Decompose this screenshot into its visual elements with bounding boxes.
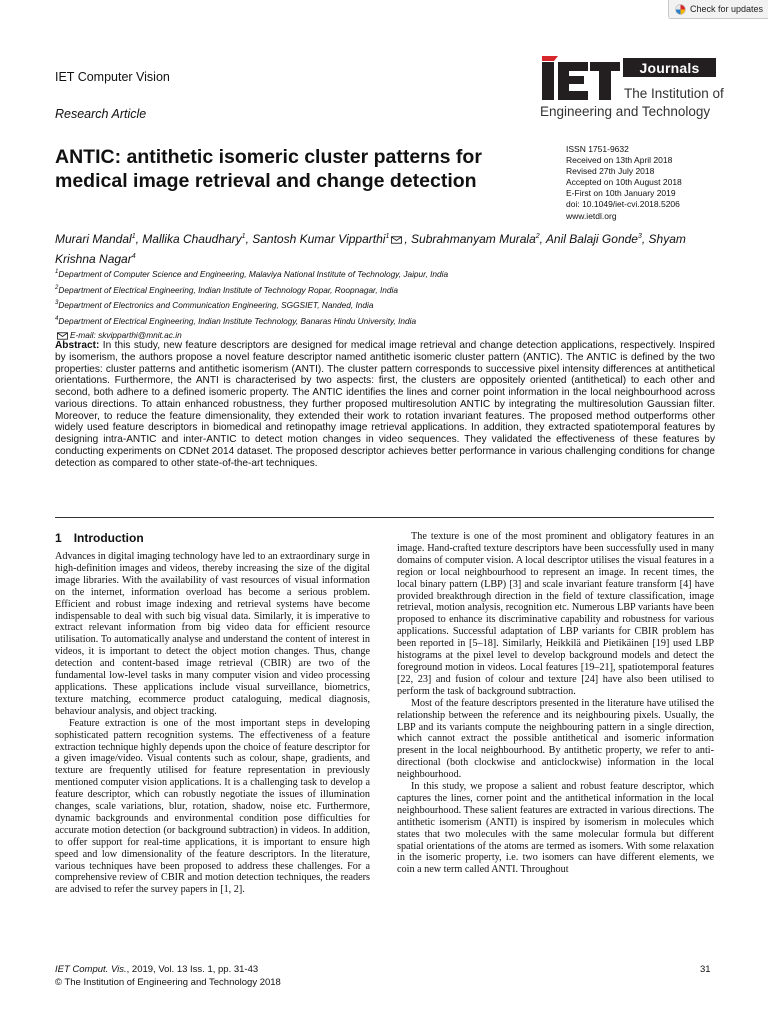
divider <box>55 517 714 518</box>
volume-info: , 2019, Vol. 13 Iss. 1, pp. 31-43 <box>126 964 259 975</box>
institution-line-2: Engineering and Technology <box>540 104 711 119</box>
affiliation-mark: 3 <box>55 300 59 307</box>
section-heading <box>55 531 144 545</box>
abstract-label: Abstract: <box>55 340 100 351</box>
section-number: 1 <box>55 531 62 545</box>
author-name: Shyam Krishna Nagar <box>55 232 686 266</box>
body-paragraph: Feature extraction is one of the most important steps in developing sophisticated pattern recognition systems. The effectiveness of a feature extraction technique highly depends upon the choice of feature descriptor for a given image/video. Visual contents such as colour, shape, gradients, and texture are frequently utilised for feature representation in previously mentioned computer vision applications. It is a challenging task to develop a feature descriptor, which can robustly negotiate the issues of illumination changes, scale variations, blur, rotation, shadow, noise etc. Furthermore, dynamic backgrounds and environmental condition pose difficulties for accurate motion detection (or background subtraction) in videos. In addition, to offer support for real-time applications, it is important to ensure high speed and low dimensionality of the feature descriptors. In the literature, various techniques have been proposed to address these challenges. For a comprehensive review of CBIR and motion detection techniques, the readers are advised to refer the survey papers in [1, 2]. <box>55 717 370 896</box>
iet-logo-icon <box>540 56 622 102</box>
affiliation-line <box>55 282 715 298</box>
journal-name: IET Computer Vision <box>55 70 170 84</box>
affiliation-line <box>55 266 715 282</box>
author-separator: , <box>245 232 253 246</box>
received-date: Received on 13th April 2018 <box>566 155 673 166</box>
author-name: Subrahmanyam Murala <box>411 232 536 246</box>
efirst-date: E-First on 10th January 2019 <box>566 188 676 199</box>
author-affiliation-mark: 3 <box>637 233 642 240</box>
envelope-icon <box>57 332 68 340</box>
affiliations <box>55 266 715 343</box>
journals-label: Journals <box>623 58 716 77</box>
author-separator: , <box>135 232 143 246</box>
abstract-text: In this study, new feature descriptors are designed for medical image retrieval and change detection applications, respectively. Inspired by isomerism, the authors propose a novel feature descriptor named antithetic isomeric cluster pattern (ANTIC). The ANTIC is defined by the two properties: cluster patterns and antithetic isomerism (ANTI). The cluster pattern corresponds to successive pixel intensity differences at antithetical orientations. Furthermore, the ANTI is characterised by two aspects: first, the clusters are oppositely oriented (antithetical) to each other and second, both adhere to a defined isomeric property. The ANTIC identifies the lines and corner point information in the local neighbourhood across various directions. To attain enhanced robustness, they further proposed multiresolution ANTIC by integrating the multiresolution Gaussian filter. Moreover, to reduce the feature dimensionality, they extended their work to rotation invariant features. The proposed method outperforms other widely used feature descriptors in biomedical and retinopathy image retrieval applications. In addition, they extracted spatiotemporal features by designing intra-ANTIC and inter-ANTIC to detect motion changes in video sequences. They validated the effectiveness of these features by conducting experiments on CDNet 2014 dataset. The proposed descriptor achieves better performance in various challenging conditions for change detection as compared to other state-of-the-art techniques. <box>55 340 715 469</box>
author-name: Santosh Kumar Vipparthi <box>252 232 386 246</box>
affiliation-text: Department of Electrical Engineering, Indian Institute Technology, Banaras Hindu University, India <box>58 315 417 326</box>
check-updates-label: Check for updates <box>690 4 764 14</box>
author-affiliation-mark: 1 <box>385 233 390 240</box>
journal-abbrev: IET Comput. Vis. <box>55 964 127 975</box>
affiliation-line <box>55 313 715 329</box>
title-line: ANTIC: antithetic isomeric cluster patterns for <box>55 146 482 168</box>
author-affiliation-mark: 4 <box>131 253 136 260</box>
author-list <box>55 228 715 268</box>
ietdl-link[interactable]: www.ietdl.org <box>566 210 617 221</box>
email[interactable]: E-mail: skvipparthi@mnit.ac.in <box>70 329 182 340</box>
affiliation-text: Department of Computer Science and Engineering, Malaviya National Institute of Technology, Jaipur, India <box>58 268 449 279</box>
abstract <box>55 340 715 469</box>
doi-link[interactable]: doi: 10.1049/iet-cvi.2018.5206 <box>566 199 680 210</box>
author-separator: , <box>404 232 412 246</box>
body-paragraph: Advances in digital imaging technology have led to an extraordinary surge in high-definition images and videos, thereby increasing the size of the digital image libraries. With the availability of vast resources of visual information on the internet, information overload has become a serious problem. Efficient and robust image indexing and retrieval systems have become indispensable to deal with such big visual data. Similarly, it is imperative to extract relevant information from big video data for efficient resource utilisation. To automatically analyse and understand the content of interest in videos, it is important to detect the object motion changes. Thus, change detection and content-based image retrieval (CBIR) are two of the fundamental low-level tasks in many computer vision and video processing applications. These applications include visual surveillance, biometrics, texture matching, ecommerce product cataloguing, medical diagnosis, behaviour analysis, and object tracking. <box>55 551 370 717</box>
iet-journals-logo <box>540 56 724 122</box>
body-paragraph: Most of the feature descriptors presented in the literature have utilised the relationship between the reference and its neighbouring pixels. Usually, the LBP and its variants compute the neighbouring pattern in a single direction, which cannot extract the possible antithetical and isomeric information present in the local neighbourhood. By antithetic property, we refer to anti-directional (both clockwise and anticlockwise) information in the local neighbourhood. <box>397 697 714 781</box>
right-column <box>397 531 714 876</box>
check-updates-icon <box>675 4 686 15</box>
title-line: medical image retrieval and change detection <box>55 170 477 192</box>
page-number: 31 <box>700 964 711 975</box>
revised-date: Revised 27th July 2018 <box>566 166 655 177</box>
author-name: Murari Mandal <box>55 232 132 246</box>
author-affiliation-mark: 2 <box>535 233 540 240</box>
institution-line-1: The Institution of <box>624 86 724 101</box>
check-for-updates-button[interactable] <box>668 0 768 19</box>
affiliation-mark: 4 <box>55 316 59 323</box>
author-separator: , <box>641 232 649 246</box>
footer-copyright: © The Institution of Engineering and Technology 2018 <box>55 977 281 988</box>
author-name: Mallika Chaudhary <box>142 232 242 246</box>
section-title: Introduction <box>73 531 144 545</box>
affiliation-text: Department of Electrical Engineering, Indian Institute of Technology Ropar, Roopnagar, India <box>58 284 398 295</box>
author-affiliation-mark: 1 <box>241 233 246 240</box>
author-affiliation-mark: 1 <box>131 233 136 240</box>
issn: ISSN 1751-9632 <box>566 144 629 154</box>
affiliation-mark: 1 <box>55 269 59 275</box>
footer-citation <box>55 964 258 975</box>
corresponding-author-envelope-icon <box>391 236 402 244</box>
paper-title <box>55 145 555 193</box>
article-meta <box>566 144 682 222</box>
left-column <box>55 551 370 896</box>
body-paragraph: The texture is one of the most prominent and obligatory features in an image. Hand-crafted texture descriptors have been successfully used in many domains of computer vision. A local descriptor utilises the visual features in a region or local neighbourhood to represent an image. In recent times, the local binary pattern (LBP) [3] and scale invariant feature transform [4] have provided breakthrough direction in the field of texture classification, image retrieval, motion analysis, recognition etc. Numerous LBP variants have been proposed to enhance its discriminative capability and robustness for various applications. Successful adaptation of LBP variants for CBIR problem has been reported in [5–18]. Similarly, Heikkilä and Pietikäinen [19] used LBP histograms at the pixel level to develop background models and detect the foreground motion in videos. Local features [19–21], spatiotemporal features [22, 23] and fusion of colour and texture [24] have also been utilised to perform the task of background subtraction. <box>397 531 714 697</box>
author-name: Anil Balaji Gonde <box>545 232 638 246</box>
affiliation-line <box>55 297 715 313</box>
author-separator: , <box>539 232 546 246</box>
body-paragraph: In this study, we propose a salient and robust feature descriptor, which captures the lines, corner point and the antithetical information in the local neighbourhood. These salient features are extracted in various directions. The antithetic isomerism (ANTI) is inspired by isomerism in molecules which states that two molecules with the same molecular formula but different spatial orientations of the atoms are termed as isomers. With some relaxation in the isomeric property, i.e. two isomers can have different elements, we coin a new term called ANTI. Throughout <box>397 781 714 876</box>
article-type: Research Article <box>55 107 147 121</box>
affiliation-text: Department of Electronics and Communication Engineering, SGGSIET, Nanded, India <box>58 300 374 311</box>
accepted-date: Accepted on 10th August 2018 <box>566 177 682 188</box>
affiliation-mark: 2 <box>55 284 59 291</box>
